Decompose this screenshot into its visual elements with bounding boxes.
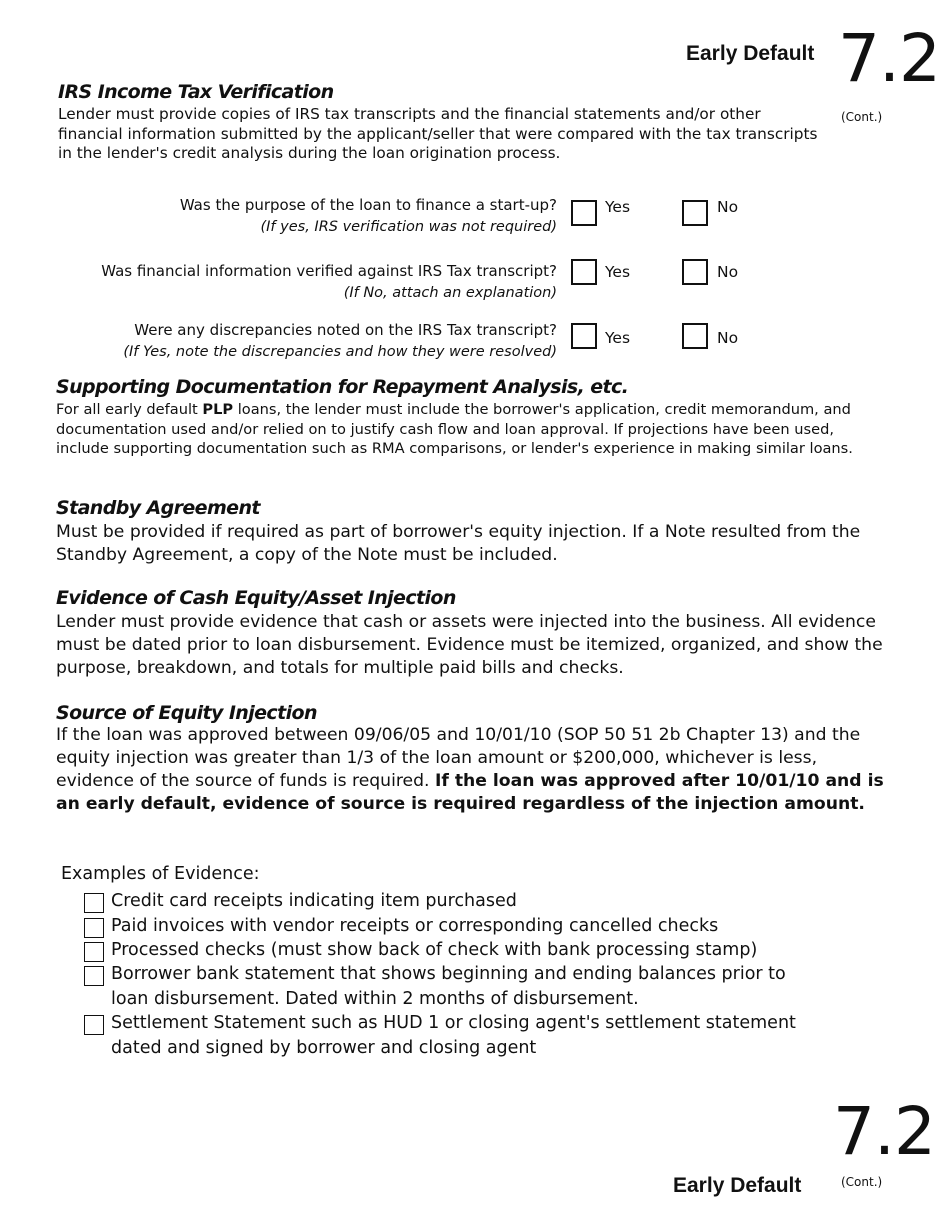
source-section-title: Source of Equity Injection [56, 702, 317, 724]
evidence-checkbox[interactable] [84, 893, 104, 913]
question-text: Were any discrepancies noted on the IRS Tax transcript? [134, 321, 557, 339]
supporting-section-title: Supporting Documentation for Repayment Analysis, etc. [56, 376, 629, 398]
yes-label: Yes [605, 329, 631, 347]
supporting-section-body: For all early default PLP loans, the lender must include the borrower's application, credit memorandum, and documentation used and/or relied on to justify cash flow and loan approval. If projections have been used, include supporting documentation such as RMA comparisons, or lender's experience in making similar loans. [56, 401, 853, 457]
irs-section-title: IRS Income Tax Verification [58, 81, 334, 103]
evidence-checkbox[interactable] [84, 966, 104, 986]
source-section-body: If the loan was approved between 09/06/05 and 10/01/10 (SOP 50 51 2b Chapter 13) and the equity injection was greater than 1/3 of the loan amount or $200,000, whichever is less, evidence of the source of funds is required. If the loan was approved after 10/01/10 and is an early default, evidence of source is required regardless of the injection amount. [56, 725, 884, 814]
yes-label: Yes [605, 263, 631, 281]
question-text: Was the purpose of the loan to finance a start-up? [179, 196, 557, 214]
standby-section-title: Standby Agreement [56, 497, 260, 519]
examples-title: Examples of Evidence: [61, 864, 260, 884]
question-startup [12, 194, 557, 238]
evidence-item: Borrower bank statement that shows beginning and ending balances prior to loan disbursement. Dated within 2 months of disbursement. [111, 964, 786, 1009]
header-title: Early Default [686, 42, 815, 65]
irs-section-body: Lender must provide copies of IRS tax transcripts and the financial statements and/or other financial information submitted by the applicant/seller that were compared with the tax transcripts in the lender's credit analysis during the loan origination process. [58, 105, 818, 162]
evidence-item: Credit card receipts indicating item purchased [111, 891, 517, 911]
yes-label: Yes [605, 198, 631, 216]
cash-equity-section-title: Evidence of Cash Equity/Asset Injection [56, 587, 456, 609]
question-text: Was financial information verified against IRS Tax transcript? [101, 262, 557, 280]
cash-equity-section-body: Lender must provide evidence that cash or assets were injected into the business. All evidence must be dated prior to loan disbursement. Evidence must be itemized, organized, and show the purpose, breakdown, and totals for multiple paid bills and checks. [56, 612, 883, 678]
continued-label: (Cont.) [841, 110, 883, 124]
evidence-checkbox[interactable] [84, 1015, 104, 1035]
verified-no-checkbox[interactable] [682, 259, 708, 285]
footer-title: Early Default [673, 1174, 802, 1197]
startup-yes-checkbox[interactable] [571, 200, 597, 226]
discrepancies-yes-checkbox[interactable] [571, 323, 597, 349]
section-number: 7.2 [838, 20, 940, 97]
startup-no-checkbox[interactable] [682, 200, 708, 226]
question-discrepancies [12, 319, 557, 363]
question-note: (If No, attach an explanation) [343, 285, 557, 301]
question-note: (If yes, IRS verification was not required) [260, 219, 557, 235]
no-label: No [717, 329, 739, 347]
evidence-item: Processed checks (must show back of check with bank processing stamp) [111, 940, 758, 960]
question-irs-verified [12, 260, 557, 304]
discrepancies-no-checkbox[interactable] [682, 323, 708, 349]
evidence-checkbox[interactable] [84, 918, 104, 938]
verified-yes-checkbox[interactable] [571, 259, 597, 285]
evidence-checkbox[interactable] [84, 942, 104, 962]
question-note: (If Yes, note the discrepancies and how they were resolved) [123, 344, 557, 360]
no-label: No [717, 263, 739, 281]
evidence-item: Paid invoices with vendor receipts or corresponding cancelled checks [111, 916, 719, 936]
footer-section-number: 7.2 [833, 1093, 935, 1170]
no-label: No [717, 198, 739, 216]
standby-section-body: Must be provided if required as part of borrower's equity injection. If a Note resulted from the Standby Agreement, a copy of the Note must be included. [56, 522, 861, 565]
footer-continued-label: (Cont.) [841, 1175, 883, 1189]
plp-bold: PLP [202, 401, 234, 418]
source-bold-text: If the loan was approved after 10/01/10 and is an early default, evidence of source is required regardless of the injection amount. [56, 771, 884, 814]
evidence-item: Settlement Statement such as HUD 1 or closing agent's settlement statement dated and signed by borrower and closing agent [111, 1013, 796, 1058]
